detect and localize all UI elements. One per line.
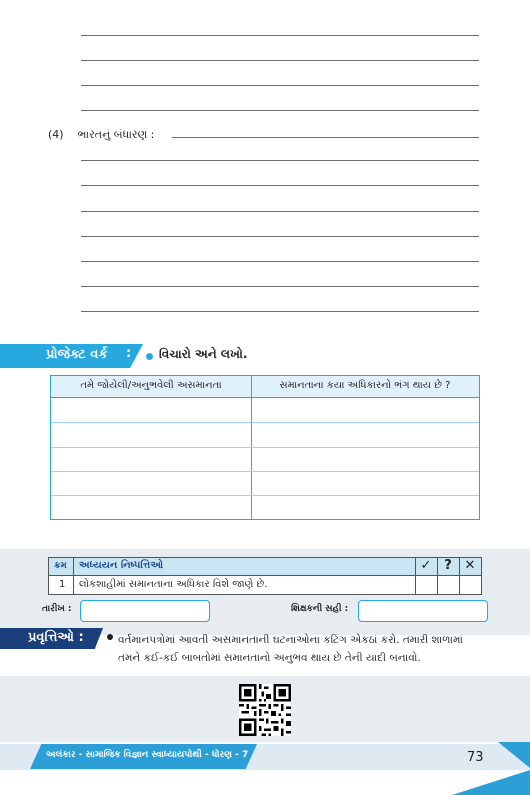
- cross-icon: ✕: [464, 558, 476, 573]
- qr-code-icon[interactable]: [239, 684, 291, 736]
- column-divider: [415, 558, 416, 594]
- column-divider: [459, 558, 460, 594]
- answer-line: [81, 211, 479, 212]
- answer-line: [81, 85, 479, 86]
- answer-line: [81, 261, 479, 262]
- answer-line: [81, 286, 479, 287]
- teacher-sign-label: શિક્ષકની સહી :: [291, 604, 349, 614]
- activity-title: પ્રવૃત્તિઓ :: [28, 630, 84, 645]
- outcome-text: લોકશાહીમાં સમાનતાના અધિકાર વિશે જાણે છે.: [79, 579, 268, 590]
- bullet-icon: [107, 634, 113, 640]
- table-row[interactable]: [51, 447, 479, 448]
- outcome-number: 1: [59, 579, 66, 590]
- column-header-outcome: અધ્યયન નિષ્પત્તિઓ: [79, 560, 164, 571]
- table-row[interactable]: [51, 422, 479, 423]
- answer-line: [81, 60, 479, 61]
- answer-line: [81, 110, 479, 111]
- answer-line: [172, 137, 479, 138]
- question-label: ભારતનું બંધારણ :: [77, 128, 155, 141]
- answer-line: [81, 311, 479, 312]
- page-number: 73: [467, 750, 484, 765]
- question-icon: ?: [444, 558, 452, 573]
- table-header: [51, 376, 479, 398]
- answer-line: [81, 160, 479, 161]
- table-row[interactable]: [51, 495, 479, 496]
- column-header-right-violated: સમાનતાના કયા અધિકારનો ભંગ થાય છે ?: [279, 380, 451, 391]
- date-field[interactable]: [80, 600, 210, 622]
- column-header-number: ક્રમ: [54, 561, 67, 571]
- bullet-icon: [146, 353, 153, 360]
- answer-line: [81, 236, 479, 237]
- project-work-instruction: વિચારો અને લખો.: [159, 347, 248, 361]
- question-4: [48, 128, 154, 142]
- book-title: અલંકાર - સામાજિક વિજ્ઞાન સ્વાધ્યાયપોથી - ધોરણ - 7: [46, 750, 249, 760]
- project-work-title: પ્રોજેક્ટ વર્ક: [46, 347, 108, 362]
- learning-outcomes-table: [48, 557, 482, 595]
- column-divider: [437, 558, 438, 594]
- footer-corner-decoration: [452, 770, 530, 795]
- date-label: તારીખ :: [42, 604, 72, 614]
- project-work-table: [50, 375, 480, 520]
- project-work-colon: :: [126, 346, 132, 361]
- column-divider: [73, 558, 74, 594]
- column-header-inequality: તમે જોયેલી/અનુભવેલી અસમાનતા: [80, 380, 222, 391]
- answer-line: [81, 185, 479, 186]
- check-icon: ✓: [420, 558, 432, 573]
- teacher-sign-field[interactable]: [358, 600, 488, 622]
- answer-line: [81, 35, 479, 36]
- question-number: (4): [48, 128, 64, 141]
- activity-text: વર્તમાનપત્રોમાં આવતી અસમાનતાની ઘટનાઓના કટિંગ એકઠાં કરો. તમારી શાળામાં તમને કઈ-કઈ બાબતોમાં સમાનતાનો અનુભવ થાય છે તેની યાદી બનાવો.: [118, 634, 463, 664]
- table-header: [49, 558, 481, 576]
- table-row[interactable]: [51, 471, 479, 472]
